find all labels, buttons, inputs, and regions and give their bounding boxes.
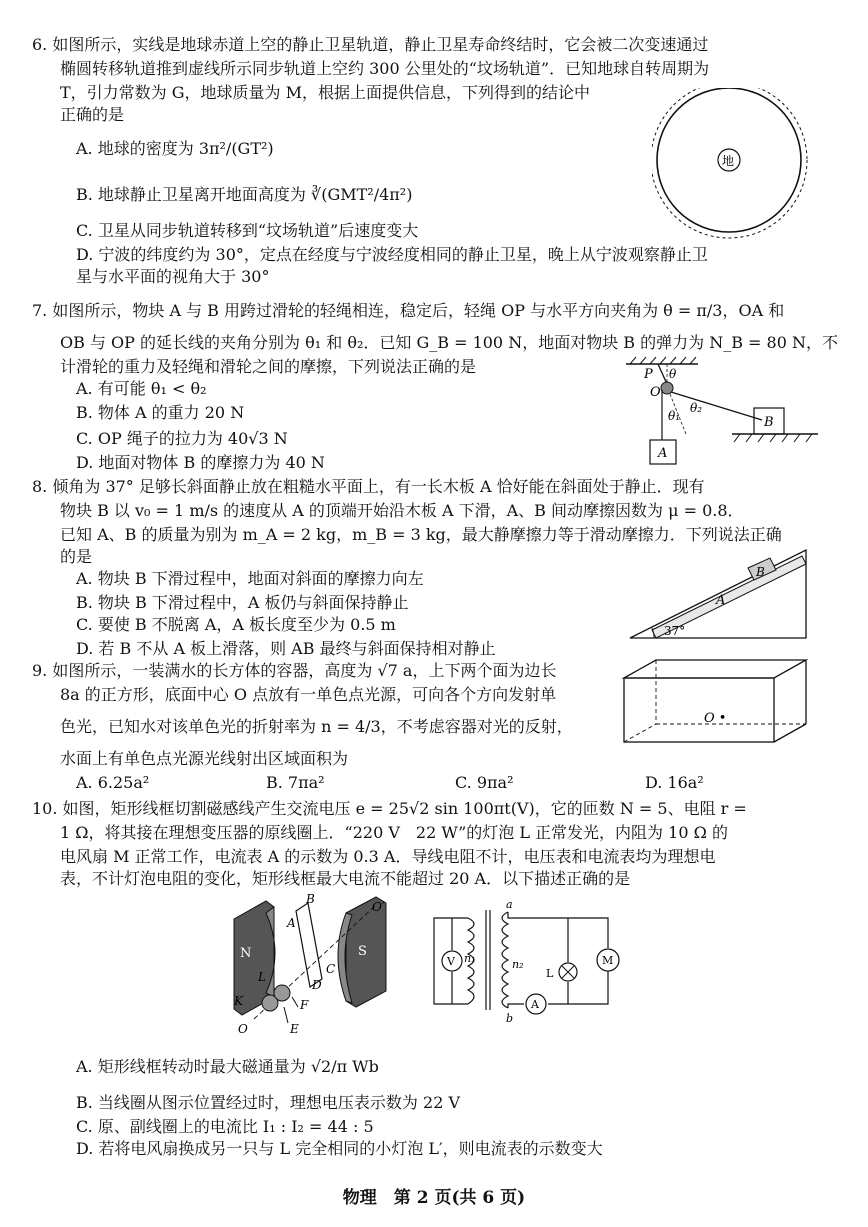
ceiling-hatch bbox=[630, 357, 696, 364]
q10-option-d: D. 若将电风扇换成另一只与 L 完全相同的小灯泡 L′，则电流表的示数变大 bbox=[76, 1139, 603, 1158]
q6-line3: T，引力常数为 G，地球质量为 M，根据上面提供信息，下列得到的结论中 bbox=[60, 83, 591, 102]
q10-circuit-figure bbox=[428, 898, 634, 1024]
page-footer: 物理 第 2 页(共 6 页) bbox=[342, 1188, 526, 1208]
secondary-coil bbox=[502, 912, 508, 1008]
label-s: S bbox=[358, 944, 367, 959]
label-angle: 37° bbox=[664, 624, 686, 638]
q10-line3: 电风扇 M 正常工作，电流表 A 的示数为 0.3 A．导线电阻不计，电压表和电流表均为理想电 bbox=[60, 847, 716, 866]
q8-line2: 物块 B 以 v₀ = 1 m/s 的速度从 A 的顶端开始沿木板 A 下滑，A、B 间动摩擦因数为 μ = 0.8． bbox=[60, 501, 744, 520]
coil-frame bbox=[296, 903, 322, 987]
label-n: N bbox=[240, 946, 252, 961]
q8-line4: 的是 bbox=[60, 547, 93, 566]
q7-option-a: A. 有可能 θ₁ < θ₂ bbox=[76, 379, 207, 398]
box-top bbox=[624, 660, 806, 678]
q6-line1: 6. 如图所示，实线是地球赤道上空的静止卫星轨道，静止卫星寿命终结时，它会被二次变速通过 bbox=[32, 35, 709, 54]
q10-line1: 10. 如图，矩形线框切割磁感线产生交流电压 e = 25√2 sin 100πt(V)，它的匝数 N = 5、电阻 r = bbox=[32, 799, 747, 818]
brush-e bbox=[284, 1007, 288, 1023]
label-k: K bbox=[234, 994, 243, 1008]
label-terminal-b: b bbox=[506, 1012, 514, 1024]
label-terminal-a: a bbox=[506, 898, 513, 911]
label-b: B bbox=[306, 893, 315, 906]
q10-option-c: C. 原、副线圈上的电流比 I₁ : I₂ = 44 : 5 bbox=[76, 1117, 374, 1136]
label-lamp: L bbox=[546, 967, 554, 980]
q8-line1: 8. 倾角为 37° 足够长斜面静止放在粗糙水平面上，有一长木板 A 恰好能在斜面处于静止．现有 bbox=[32, 477, 705, 496]
label-motor: M bbox=[602, 954, 614, 967]
q7-option-d: D. 地面对物体 B 的摩擦力为 40 N bbox=[76, 453, 325, 472]
q9-option-b: B. 7πa² bbox=[266, 773, 325, 792]
q6-line4: 正确的是 bbox=[60, 105, 125, 124]
label-e: E bbox=[290, 1022, 299, 1036]
label-a: A bbox=[287, 916, 296, 930]
brush-f bbox=[292, 997, 298, 1007]
slip-ring-2 bbox=[274, 985, 290, 1001]
label-o: O bbox=[650, 385, 661, 400]
q9-line1: 9. 如图所示，一装满水的长方体的容器，高度为 √7 a，上下两个面为边长 bbox=[32, 661, 557, 680]
label-o-prime: O′ bbox=[372, 900, 385, 914]
q8-line3: 已知 A、B 的质量为别为 m_A = 2 kg，m_B = 3 kg，最大静摩擦力等于滑动摩擦力．下列说法正确 bbox=[60, 525, 782, 544]
rope-ob bbox=[671, 392, 762, 420]
q9-container-figure bbox=[620, 656, 814, 748]
label-n2: n₂ bbox=[512, 958, 524, 971]
label-a: A bbox=[716, 593, 726, 608]
label-block-b: B bbox=[764, 415, 774, 430]
box-front bbox=[624, 678, 774, 742]
q6-option-c: C. 卫星从同步轨道转移到“坟场轨道”后速度变大 bbox=[76, 221, 419, 240]
q7-option-c: C. OP 绳子的拉力为 40√3 N bbox=[76, 429, 288, 448]
q10-line2: 1 Ω，将其接在理想变压器的原线圈上．“220 V 22 W”的灯泡 L 正常发光，内阻为 10 Ω 的 bbox=[60, 823, 728, 842]
q7-pulley-figure bbox=[622, 354, 822, 472]
earth-label: 地 bbox=[722, 154, 735, 168]
q10-option-b: B. 当线圈从图示位置经过时，理想电压表示数为 22 V bbox=[76, 1093, 461, 1112]
label-theta: θ bbox=[669, 367, 677, 381]
label-c: C bbox=[326, 962, 336, 976]
q9-option-d: D. 16a² bbox=[645, 773, 704, 792]
q9-line3: 色光，已知水对该单色光的折射率为 n = 4/3，不考虑容器对光的反射， bbox=[60, 717, 573, 736]
label-theta1: θ₁ bbox=[668, 409, 681, 423]
q8-option-b: B. 物块 B 下滑过程中，A 板仍与斜面保持静止 bbox=[76, 593, 409, 612]
q6-option-d-line1: D. 宁波的纬度约为 30°，定点在经度与宁波经度相同的静止卫星，晚上从宁波观察静止卫 bbox=[76, 245, 708, 264]
q10-line4: 表，不计灯泡电阻的变化，矩形线框最大电流不能超过 20 A．以下描述正确的是 bbox=[60, 869, 631, 888]
q6-option-b: B. 地球静止卫星离开地面高度为 ∛(GMT²/4π²) bbox=[76, 185, 413, 204]
q7-line1: 7. 如图所示，物块 A 与 B 用跨过滑轮的轻绳相连，稳定后，轻绳 OP 与水平方向夹角为 θ = π/3，OA 和 bbox=[32, 301, 785, 320]
label-b: B bbox=[756, 565, 765, 579]
q9-option-a: A. 6.25a² bbox=[76, 773, 150, 792]
q6-orbit-figure bbox=[652, 88, 812, 248]
q6-line2: 椭圆转移轨道推到虚线所示同步轨道上空约 300 公里处的“坟场轨道”．已知地球自转周期为 bbox=[60, 59, 710, 78]
q9-line4: 水面上有单色点光源光线射出区域面积为 bbox=[60, 749, 349, 768]
q8-option-c: C. 要使 B 不脱离 A，A 板长度至少为 0.5 m bbox=[76, 615, 396, 634]
q8-option-a: A. 物块 B 下滑过程中，地面对斜面的摩擦力向左 bbox=[76, 569, 424, 588]
q6-option-a: A. 地球的密度为 3π²/(GT²) bbox=[76, 139, 274, 158]
label-o: O bbox=[238, 1022, 248, 1036]
hidden-edge-left bbox=[624, 724, 656, 742]
q8-incline-figure bbox=[624, 542, 814, 646]
label-ammeter: A bbox=[531, 998, 539, 1011]
label-n1: n₁ bbox=[464, 952, 476, 965]
box-bottom-right bbox=[774, 724, 806, 742]
label-l: L bbox=[258, 970, 266, 984]
label-voltmeter: V bbox=[447, 955, 455, 968]
q10-generator-figure bbox=[226, 893, 412, 1039]
q7-line3: 计滑轮的重力及轻绳和滑轮之间的摩擦，下列说法正确的是 bbox=[60, 357, 477, 376]
q9-option-c: C. 9πa² bbox=[455, 773, 514, 792]
q6-option-d-line2: 星与水平面的视角大于 30° bbox=[76, 267, 270, 286]
secondary-top-wire bbox=[508, 912, 608, 948]
label-f: F bbox=[300, 998, 309, 1012]
label-theta2: θ₂ bbox=[690, 401, 703, 415]
label-p: P bbox=[644, 367, 653, 382]
label-d: D bbox=[312, 978, 322, 992]
q9-line2: 8a 的正方形，底面中心 O 点放有一单色点光源，可向各个方向发射单 bbox=[60, 685, 557, 704]
q7-line2: OB 与 OP 的延长线的夹角分别为 θ₁ 和 θ₂．已知 G_B = 100 N，地面对物块 B 的弹力为 N_B = 80 N，不 bbox=[60, 333, 838, 352]
q7-option-b: B. 物体 A 的重力 20 N bbox=[76, 403, 245, 422]
label-o-source: O • bbox=[704, 711, 727, 726]
ground-hatch bbox=[734, 434, 812, 442]
rope-op bbox=[658, 364, 667, 384]
q10-option-a: A. 矩形线框转动时最大磁通量为 √2/π Wb bbox=[76, 1057, 379, 1076]
secondary-bottom-wire bbox=[508, 1004, 524, 1008]
label-block-a: A bbox=[658, 446, 668, 461]
secondary-right-wire bbox=[548, 971, 608, 1004]
q8-option-d: D. 若 B 不从 A 板上滑落，则 AB 最终与斜面保持相对静止 bbox=[76, 639, 496, 658]
